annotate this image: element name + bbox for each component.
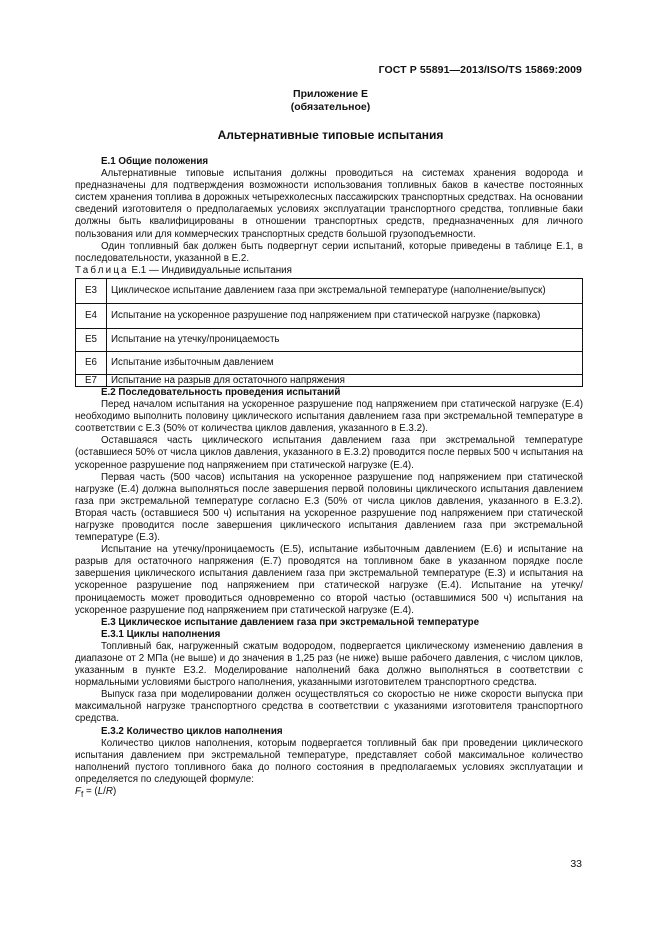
standard-header: ГОСТ Р 55891—2013/ISO/TS 15869:2009	[378, 64, 582, 76]
formula-eq: = (	[83, 786, 98, 798]
paragraph: Альтернативные типовые испытания должны проводиться на системах хранения водорода и предназначены для подтверждения возможности использования топливных баков в качестве постоянных систем хранения топлива в дорожных четырехколесных пассажирских транспортных средствах. На основании сведений изготовителя о предполагаемых условиях эксплуатации транспортного средства, топливные баки должны быть квалифицированы в отношении транспортных средств, предназначенных для личного пользования или для коммерческих транспортных средств большой грузоподъемности.	[75, 168, 583, 240]
table-row	[76, 303, 583, 328]
paragraph: Один топливный бак должен быть подвергнут серии испытаний, которые приведены в таблице Е.1, в последовательности, указанной в Е.2.	[75, 240, 583, 264]
table-caption-label: Таблица	[75, 264, 129, 276]
table-cell-text: Испытание на утечку/проницаемость	[107, 328, 583, 351]
formula-subscript: f	[80, 789, 84, 799]
subsection-heading-e31: Е.3.1 Циклы наполнения	[101, 628, 221, 640]
document-body	[75, 156, 583, 801]
paragraph: Первая часть (500 часов) испытания на ускоренное разрушение под напряжением при статической нагрузке (Е.4) должна выполняться после завершения первой половины циклического испытания давлением газа при экстремальной температуре согласно Е.3 (50% от числа циклов давления, указанного в Е.3.2). Вторая часть (оставшиеся 500 ч) испытания на ускоренное разрушение под напряжением при статической нагрузке проводится после завершения циклического испытания давлением газа при экстремальной температуре (Е.3).	[75, 471, 583, 544]
table-cell-code: Е3	[76, 278, 107, 303]
table-cell-text: Циклическое испытание давлением газа при экстремальной температуре (наполнение/выпуск)	[107, 278, 583, 303]
page-title: Альтернативные типовые испытания	[217, 128, 444, 142]
section-heading-e3: Е.3 Циклическое испытание давлением газа при экстремальной температуре	[101, 616, 480, 628]
formula-r: R	[105, 786, 113, 798]
formula-close: )	[112, 786, 117, 798]
paragraph: Перед началом испытания на ускоренное разрушение под напряжением при статической нагрузке (Е.4) необходимо выполнить половину циклического испытания давлением газа при экстремальной температуре в соответствии с Е.3 (50% от количества циклов давления, указанного в Е.3.2).	[75, 399, 583, 435]
paragraph: Количество циклов наполнения, которым подвергается топливный бак при проведении циклического испытания давлением при экстремальной температуре, представляет собой максимальное количество наполнений пустого топливного бака до полного состояния в предполагаемых условиях эксплуатации и определяется по следующей формуле:	[75, 737, 583, 785]
formula-l: L	[97, 786, 104, 798]
table-row	[76, 328, 583, 351]
table-caption	[75, 265, 583, 277]
paragraph: Топливный бак, нагруженный сжатым водородом, подвергается циклическому изменению давления в диапазоне от 2 МПа (не выше) и до значения в 1,25 раз (не ниже) выше рабочего давления, с числом циклов, указанным в пункте Е3.2. Моделирование наполнений бака должно выполняться в соответствии с нормальными условиями быстрого наполнения, указанными изготовителем транспортного средства.	[75, 640, 583, 689]
table-cell-code: Е4	[76, 303, 107, 328]
page-number: 33	[570, 858, 582, 870]
table-cell-code: Е6	[76, 351, 107, 374]
formula	[75, 786, 583, 801]
section-heading-e1: Е.1 Общие положения	[101, 156, 209, 167]
formula-var: F	[75, 786, 81, 798]
table-caption-text: Е.1 — Индивидуальные испытания	[131, 264, 292, 276]
table-cell-code: Е5	[76, 328, 107, 351]
formula-slash: /	[103, 786, 106, 798]
table-row	[76, 278, 583, 303]
tests-table	[75, 278, 583, 387]
section-heading-e2: Е.2 Последовательность проведения испытаний	[101, 386, 341, 398]
paragraph: Выпуск газа при моделировании должен осуществляться со скоростью не ниже скорости выпуска при максимальной нагрузке транспортного средства в соответствии с указаниями изготовителя транспортного средства.	[75, 689, 583, 725]
table-cell-code: Е7	[76, 374, 107, 386]
paragraph: Оставшаяся часть циклического испытания давлением газа при экстремальной температуре (оставшиеся 50% от числа циклов давления, указанного в Е.3.2) проводится после первых 500 ч испытания на ускоренное разрушение под напряжением при статической нагрузке (Е.4).	[75, 435, 583, 471]
table-row	[76, 374, 583, 386]
annex-status: (обязательное)	[290, 101, 371, 113]
table-row	[76, 351, 583, 374]
annex-label: Приложение Е	[293, 88, 368, 100]
table-cell-text: Испытание избыточным давлением	[107, 351, 583, 374]
table-cell-text: Испытание на ускоренное разрушение под напряжением при статической нагрузке (парковка)	[107, 303, 583, 328]
table-cell-text: Испытание на разрыв для остаточного напряжения	[107, 374, 583, 386]
subsection-heading-e32: Е.3.2 Количество циклов наполнения	[101, 725, 283, 737]
paragraph: Испытание на утечку/проницаемость (Е.5), испытание избыточным давлением (Е.6) и испытание на разрыв для остаточного напряжения (Е.7) проводятся на топливном баке в указанном порядке после завершения циклического испытания давлением газа при экстремальной температуре (Е.3) и испытания на ускоренное разрушение под напряжением при статической нагрузке (Е.4). Испытание на утечку/проницаемость может проводиться одновременно со второй частью (оставшимися 500 ч) испытания на ускоренное разрушение под напряжением при статической нагрузке (Е.4).	[75, 544, 583, 616]
